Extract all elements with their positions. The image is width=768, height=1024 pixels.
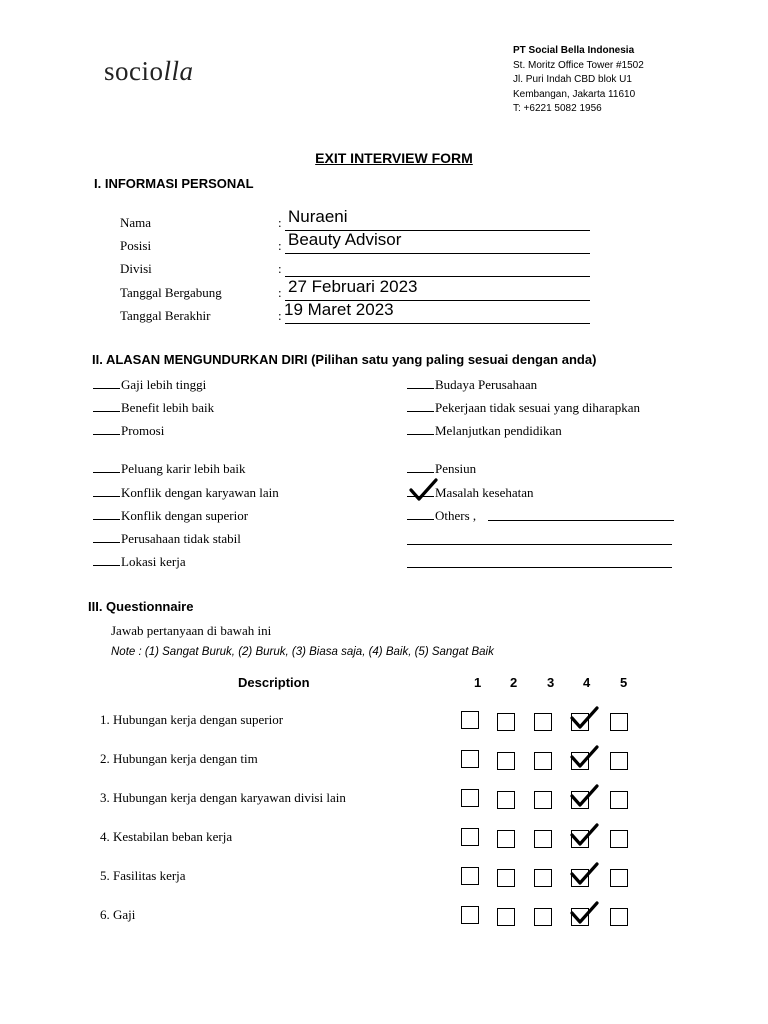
option-label: Benefit lebih baik xyxy=(121,400,215,415)
field-colon: : xyxy=(278,308,282,323)
rating-checkbox[interactable] xyxy=(610,752,628,770)
others-underline[interactable] xyxy=(488,520,674,521)
address-line: Jl. Puri Indah CBD blok U1 xyxy=(513,74,632,85)
others-extra-line[interactable] xyxy=(407,544,672,545)
reason-option[interactable] xyxy=(407,400,640,416)
others-extra-line[interactable] xyxy=(407,567,672,568)
address-line: St. Moritz Office Tower #1502 xyxy=(513,59,644,71)
rating-checkbox[interactable] xyxy=(497,791,515,809)
field-label: Posisi xyxy=(120,238,152,253)
scale-header: 1 xyxy=(474,675,482,690)
rating-scale-note: Note : (1) Sangat Buruk, (2) Buruk, (3) Biasa saja, (4) Baik, (5) Sangat Baik xyxy=(111,646,494,658)
field-colon: : xyxy=(278,238,282,253)
field-value[interactable]: Beauty Advisor xyxy=(288,230,402,249)
option-blank[interactable] xyxy=(93,472,120,473)
option-label: Lokasi kerja xyxy=(121,554,186,569)
rating-checkbox[interactable] xyxy=(534,791,552,809)
option-label: Masalah kesehatan xyxy=(435,485,534,500)
rating-checkbox[interactable] xyxy=(610,791,628,809)
question-text: 6. Gaji xyxy=(100,907,136,922)
rating-checkbox[interactable] xyxy=(461,711,479,729)
rating-checkbox[interactable] xyxy=(534,713,552,731)
option-label: Melanjutkan pendidikan xyxy=(435,423,562,438)
scale-header: 3 xyxy=(547,675,555,690)
company-name: PT Social Bella Indonesia xyxy=(513,45,635,56)
reason-option[interactable] xyxy=(93,485,279,501)
option-blank[interactable] xyxy=(93,388,120,389)
option-blank[interactable] xyxy=(407,411,434,412)
scale-header: 5 xyxy=(620,675,628,690)
question-text: 1. Hubungan kerja dengan superior xyxy=(100,712,284,727)
question-text: 4. Kestabilan beban kerja xyxy=(100,829,233,844)
option-blank[interactable] xyxy=(93,519,120,520)
option-label: Pekerjaan tidak sesuai yang diharapkan xyxy=(435,400,641,415)
field-colon: : xyxy=(278,285,282,300)
option-blank[interactable] xyxy=(93,411,120,412)
rating-checkbox[interactable] xyxy=(497,713,515,731)
option-label: Pensiun xyxy=(435,461,477,476)
section-2-heading: II. ALASAN MENGUNDURKAN DIRI (Pilihan satu yang paling sesuai dengan anda) xyxy=(92,352,597,367)
field-colon: : xyxy=(278,261,282,276)
rating-checkbox[interactable] xyxy=(534,752,552,770)
rating-checkbox[interactable] xyxy=(610,908,628,926)
field-label: Divisi xyxy=(120,261,152,276)
field-value[interactable]: 27 Februari 2023 xyxy=(288,277,418,296)
option-blank[interactable] xyxy=(407,519,434,520)
field-colon: : xyxy=(278,215,282,230)
option-label: Others , xyxy=(435,508,477,523)
reason-option[interactable] xyxy=(407,461,476,477)
reason-option[interactable] xyxy=(407,377,537,393)
field-value[interactable]: 19 Maret 2023 xyxy=(284,300,394,319)
rating-checkbox[interactable] xyxy=(497,752,515,770)
option-blank[interactable] xyxy=(93,565,120,566)
rating-checkbox[interactable] xyxy=(461,867,479,885)
reason-option[interactable] xyxy=(407,508,476,524)
reason-option[interactable] xyxy=(93,423,164,439)
checkmark-icon xyxy=(569,900,599,926)
option-label: Budaya Perusahaan xyxy=(435,377,538,392)
rating-checkbox[interactable] xyxy=(461,828,479,846)
scale-header: 2 xyxy=(510,675,518,690)
question-text: 3. Hubungan kerja dengan karyawan divisi lain xyxy=(100,790,346,805)
field-value[interactable]: Nuraeni xyxy=(288,207,348,226)
rating-checkbox[interactable] xyxy=(610,830,628,848)
rating-checkbox[interactable] xyxy=(461,750,479,768)
company-address xyxy=(513,44,644,117)
rating-checkbox[interactable] xyxy=(497,908,515,926)
description-column-header: Description xyxy=(238,675,310,690)
option-label: Promosi xyxy=(121,423,165,438)
question-text: 5. Fasilitas kerja xyxy=(100,868,186,883)
rating-checkbox[interactable] xyxy=(497,830,515,848)
rating-checkbox[interactable] xyxy=(534,830,552,848)
reason-option[interactable] xyxy=(93,400,214,416)
option-blank[interactable] xyxy=(93,496,120,497)
checkmark-icon xyxy=(569,705,599,731)
field-underline xyxy=(285,253,590,254)
company-logo: sociolla xyxy=(104,56,194,86)
rating-checkbox[interactable] xyxy=(461,789,479,807)
address-line: Kembangan, Jakarta 11610 xyxy=(513,88,636,100)
checkmark-icon xyxy=(569,822,599,848)
checkmark-icon xyxy=(569,861,599,887)
section-3-heading: III. Questionnaire xyxy=(88,599,194,614)
question-text: 2. Hubungan kerja dengan tim xyxy=(100,751,258,766)
checkmark-icon xyxy=(569,744,599,770)
field-label: Tanggal Berakhir xyxy=(120,308,211,323)
option-blank[interactable] xyxy=(407,434,434,435)
rating-checkbox[interactable] xyxy=(461,906,479,924)
reason-option[interactable] xyxy=(93,461,246,477)
rating-checkbox[interactable] xyxy=(534,869,552,887)
questionnaire-instruction: Jawab pertanyaan di bawah ini xyxy=(111,623,272,638)
option-label: Gaji lebih tinggi xyxy=(121,377,207,392)
checkmark-icon xyxy=(408,477,438,503)
scale-header: 4 xyxy=(583,675,591,690)
section-1-heading: I. INFORMASI PERSONAL xyxy=(94,176,254,191)
rating-checkbox[interactable] xyxy=(534,908,552,926)
option-blank[interactable] xyxy=(93,542,120,543)
field-underline xyxy=(285,323,590,324)
field-label: Tanggal Bergabung xyxy=(120,285,222,300)
form-title: EXIT INTERVIEW FORM xyxy=(315,150,473,166)
option-blank[interactable] xyxy=(93,434,120,435)
rating-checkbox[interactable] xyxy=(610,869,628,887)
rating-checkbox[interactable] xyxy=(497,869,515,887)
option-label: Peluang karir lebih baik xyxy=(121,461,246,476)
reason-option[interactable] xyxy=(93,377,206,393)
option-blank[interactable] xyxy=(407,472,434,473)
rating-checkbox[interactable] xyxy=(610,713,628,731)
checkmark-icon xyxy=(569,783,599,809)
option-label: Konflik dengan superior xyxy=(121,508,249,523)
option-label: Konflik dengan karyawan lain xyxy=(121,485,279,500)
option-label: Perusahaan tidak stabil xyxy=(121,531,241,546)
field-label: Nama xyxy=(120,215,152,230)
option-blank[interactable] xyxy=(407,388,434,389)
reason-option[interactable] xyxy=(407,423,562,439)
reason-option[interactable] xyxy=(93,554,186,570)
reason-option[interactable] xyxy=(93,531,241,547)
reason-option[interactable] xyxy=(93,508,248,524)
address-phone: T: +6221 5082 1956 xyxy=(513,103,602,114)
